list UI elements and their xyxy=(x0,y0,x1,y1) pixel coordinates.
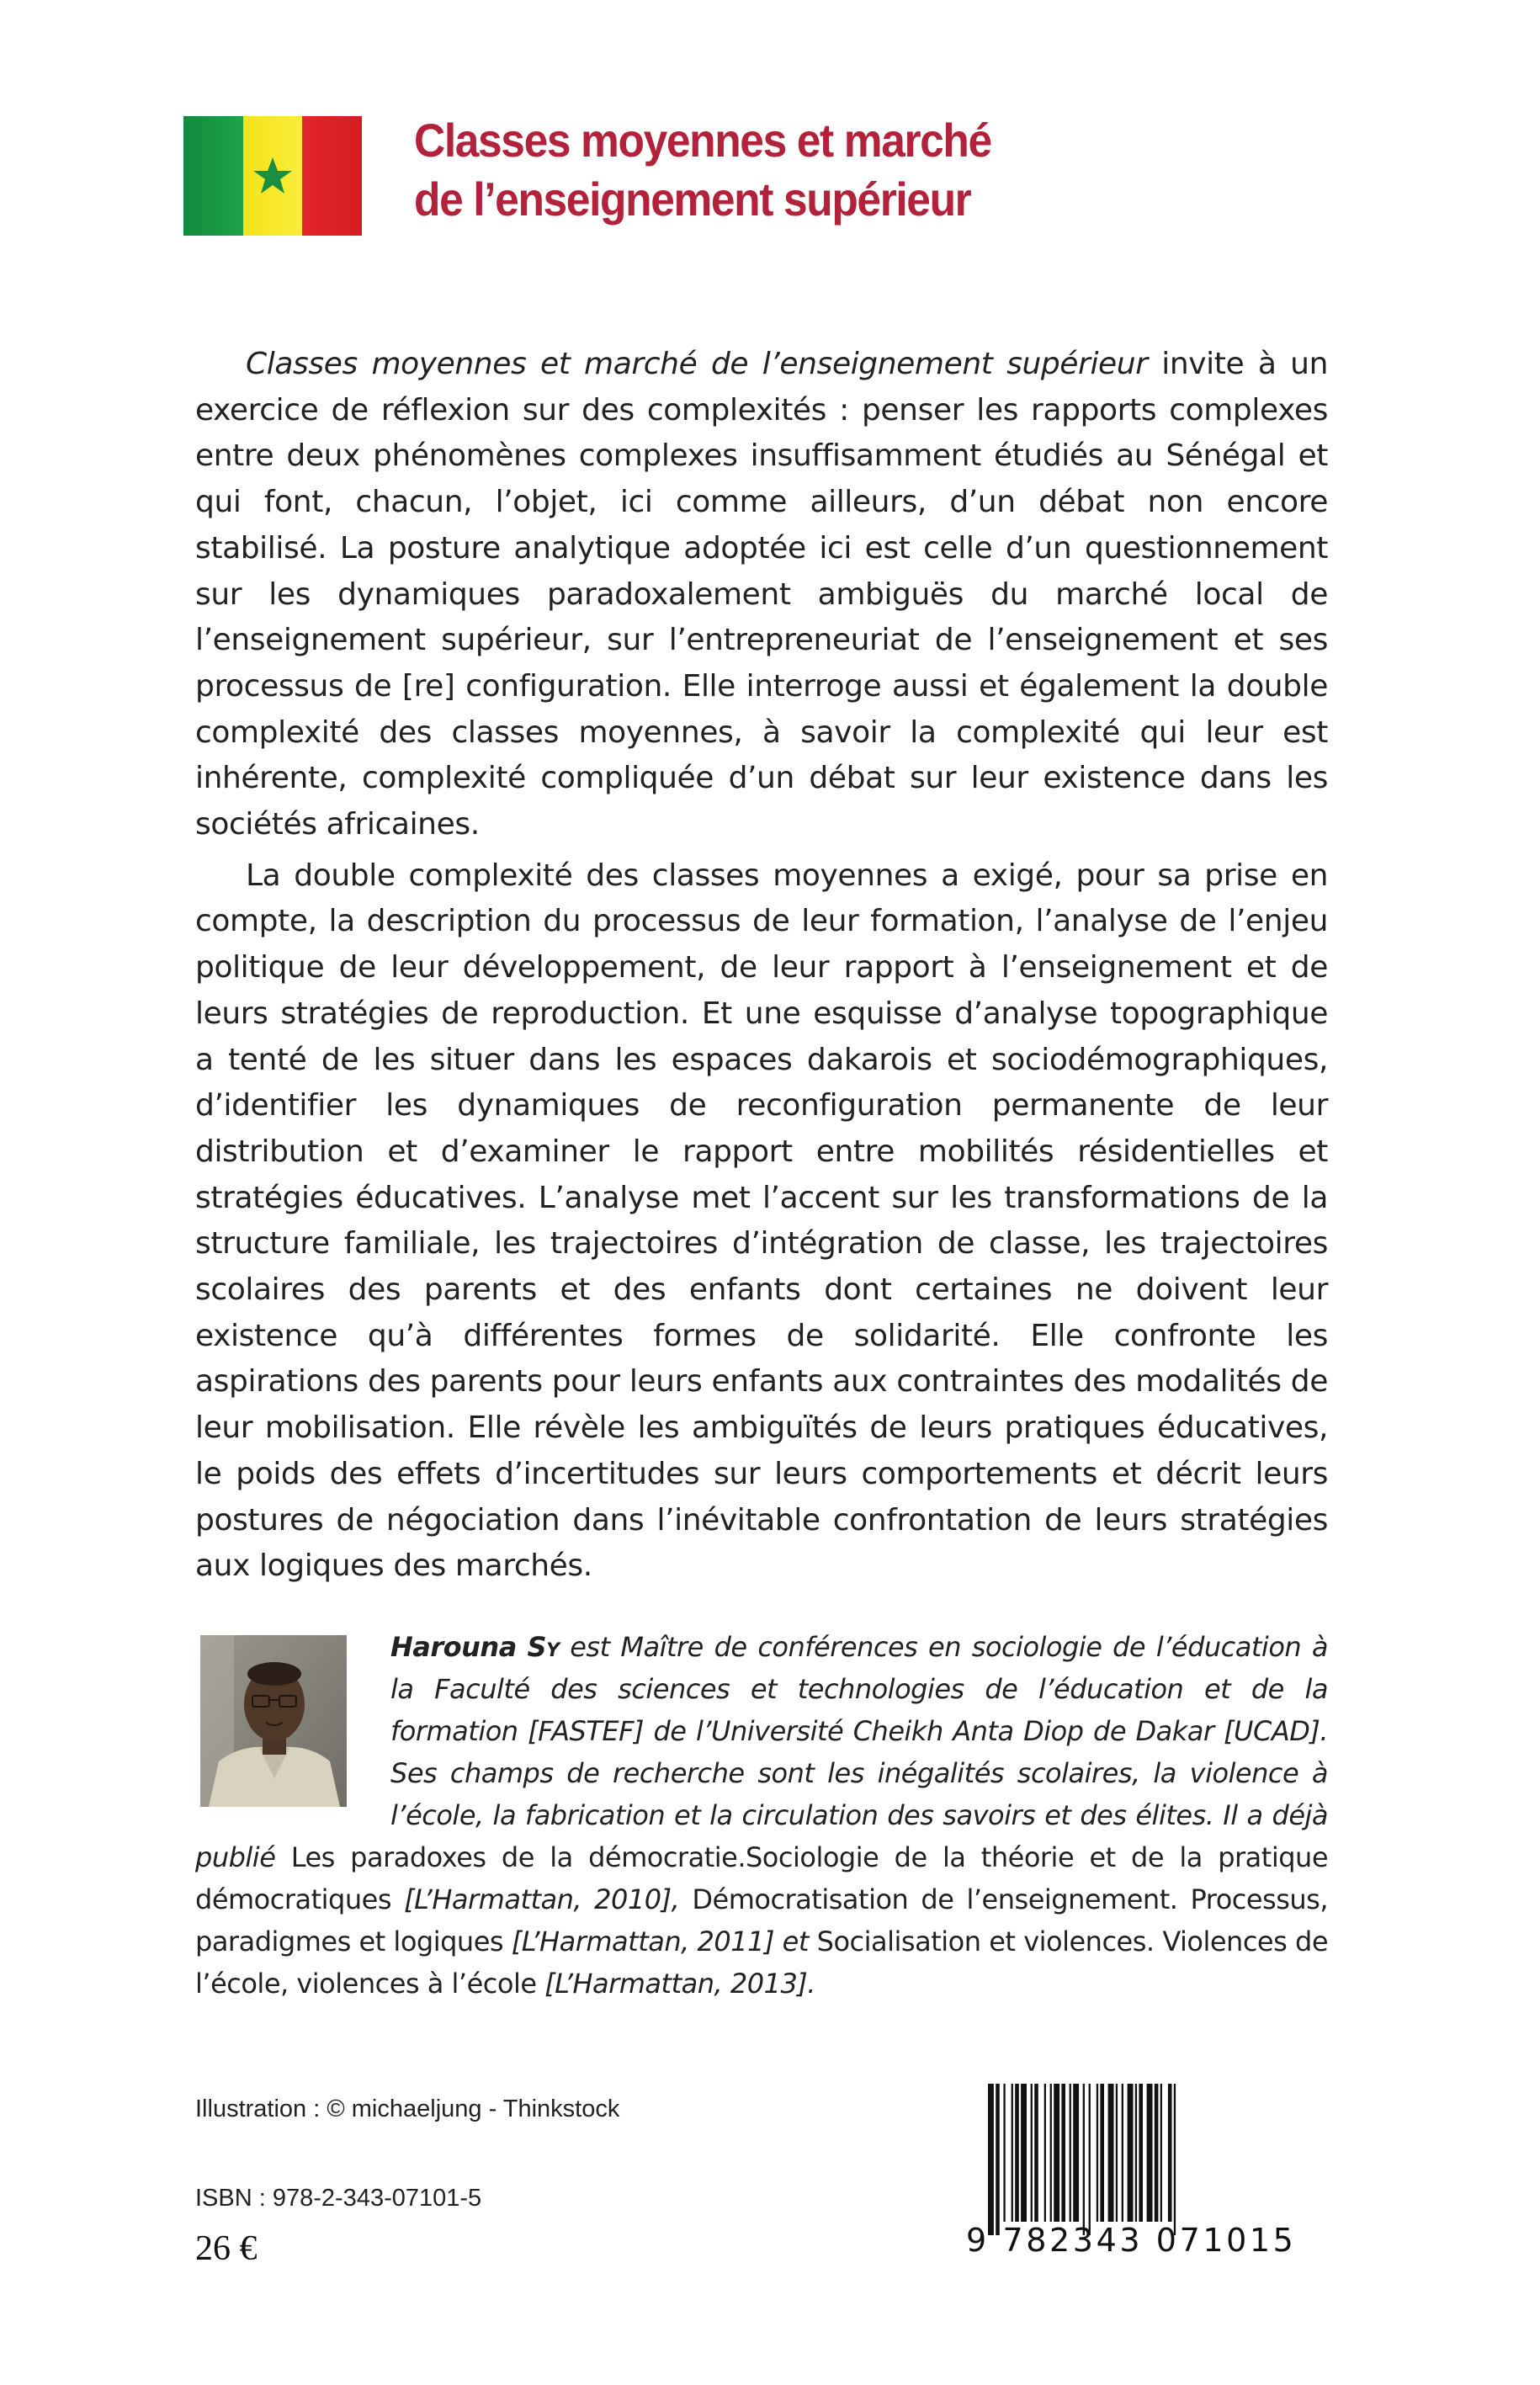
barcode-bar xyxy=(1122,2084,1123,2222)
barcode-bar xyxy=(1108,2084,1114,2222)
barcode-bar xyxy=(1003,2084,1005,2222)
senegal-flag-icon xyxy=(183,116,362,236)
barcode-bar xyxy=(1139,2084,1143,2222)
book-description xyxy=(195,342,1328,1590)
barcode-bar xyxy=(1097,2084,1098,2222)
author-surname: Sy xyxy=(527,1631,560,1663)
barcode-bar xyxy=(1034,2084,1038,2222)
author-name: Harouna xyxy=(390,1631,517,1663)
barcode-bar xyxy=(1070,2084,1071,2222)
author-bio-text: est Maître de conférences en sociologie de l’éducation à la Faculté des sciences et technologies de l’éducation et de la formation [FASTEF] de l’Université Cheikh Anta Diop de Dakar [UCAD]. Ses champs de recherche sont les inégalités scolaires, la violence à l’école, la fabrication et la circulation des savoirs et des élites. Il a déjà publié xyxy=(195,1631,1329,1873)
barcode-bar xyxy=(1044,2084,1046,2222)
barcode-bar xyxy=(1160,2084,1162,2222)
book-title xyxy=(414,111,1111,229)
barcode-bar xyxy=(1147,2084,1153,2222)
barcode-bar xyxy=(1050,2084,1052,2222)
isbn-number: ISBN : 978-2-343-07101-5 xyxy=(195,2185,482,2212)
barcode-bar xyxy=(1100,2084,1104,2222)
isbn-barcode xyxy=(966,2084,1303,2265)
book-3-title: Socialisation et violences. Violences de l’école, violences à l’école xyxy=(195,1926,1329,2000)
description-paragraph-2: La double complexité des classes moyennes a exigé, pour sa prise en compte, la description du processus de leur formation, l’analyse de l’enjeu politique de leur développement, de leur rapport à l’enseignement et de leurs stratégies de reproduction. Et une esquisse d’analyse topographique a tenté de les situer dans les espaces dakarois et sociodémographiques, d’identifier les dynamiques de reconfiguration permanente de leur distribution et d’examiner le rapport entre mobilités résidentielles et stratégies éducatives. L’analyse met l’accent sur les transformations de la structure familiale, les trajectoires d’intégration de classe, les trajectoires scolaires des parents et des enfants dont certaines ne doivent leur existence qu’à différentes formes de solidarité. Elle confronte les aspirations des parents pour leurs enfants aux contraintes des modalités de leur mobilisation. Elle révèle les ambiguïtés de leurs pratiques éducatives, le poids des effets d’incertitudes sur leurs comportements et décrit leurs postures de négociation dans l’inévitable confrontation de leurs stratégies aux logiques des marchés. xyxy=(195,858,1328,1584)
barcode-bar xyxy=(1174,2084,1176,2235)
barcode-bar xyxy=(1116,2084,1118,2222)
barcode-bar xyxy=(1135,2084,1137,2222)
star-icon xyxy=(252,155,294,197)
barcode-bar xyxy=(1073,2084,1079,2222)
flag-red-band xyxy=(302,116,362,236)
description-paragraph-1-text: invite à un exercice de réflexion sur des complexités : penser les rapports complexes entre deux phénomènes complexes insuffisamment étudiés au Sénégal et qui font, chacun, l’objet, ici comme ailleurs, d’un débat non encore stabilisé. La posture analytique adoptée ici est celle d’un questionnement sur les dynamiques paradoxalement ambiguës du marché local de l’enseignement supérieur, sur l’entrepreneuriat de l’enseignement et ses processus de [re] configuration. Elle interroge aussi et également la double complexité des classes moyennes, à savoir la complexité qui leur est inhérente, complexité compliquée d’un débat sur leur existence dans les sociétés africaines. xyxy=(195,347,1328,842)
barcode-digits: 9 782343 071015 xyxy=(966,2222,1297,2259)
title-line-2: de l’enseignement supérieur xyxy=(414,173,971,226)
price-label: 26 € xyxy=(195,2229,258,2268)
barcode-bar xyxy=(1012,2084,1013,2222)
photo-spacer xyxy=(195,1626,390,1825)
barcode-bar xyxy=(996,2084,1000,2235)
book-2-publisher: [L’Harmattan, 2011] et xyxy=(511,1926,809,1957)
book-1-publisher: [L’Harmattan, 2010], xyxy=(404,1883,680,1915)
barcode-bar xyxy=(988,2084,994,2235)
barcode-bar xyxy=(1015,2084,1019,2222)
barcode-bar xyxy=(1054,2084,1059,2222)
barcode-bar xyxy=(1128,2084,1134,2222)
illustration-credit: Illustration : © michaeljung - Thinkstock xyxy=(195,2096,620,2122)
barcode-bar xyxy=(1168,2084,1172,2222)
title-line-1: Classes moyennes et marché xyxy=(414,114,991,167)
barcode-bar xyxy=(1031,2084,1033,2222)
book-2-title: Démocratisation de l’enseignement. Processus, paradigmes et logiques xyxy=(195,1883,1329,1957)
description-paragraph-1 xyxy=(195,342,1328,848)
book-3-publisher: [L’Harmattan, 2013]. xyxy=(544,1968,815,2000)
barcode-bar xyxy=(1083,2084,1085,2235)
barcode-bar xyxy=(1061,2084,1065,2222)
barcode-bar xyxy=(1021,2084,1027,2222)
barcode-bar xyxy=(1089,2084,1091,2235)
flag-green-band xyxy=(183,116,243,236)
author-bio xyxy=(195,1626,1328,2005)
book-1-title: Les paradoxes de la démocratie.Sociologie de la théorie et de la pratique démocratiques xyxy=(195,1841,1328,1915)
barcode-bar xyxy=(1155,2084,1159,2222)
description-title-italic: Classes moyennes et marché de l’enseignement supérieur xyxy=(246,347,1148,381)
flag-yellow-band xyxy=(243,116,303,236)
